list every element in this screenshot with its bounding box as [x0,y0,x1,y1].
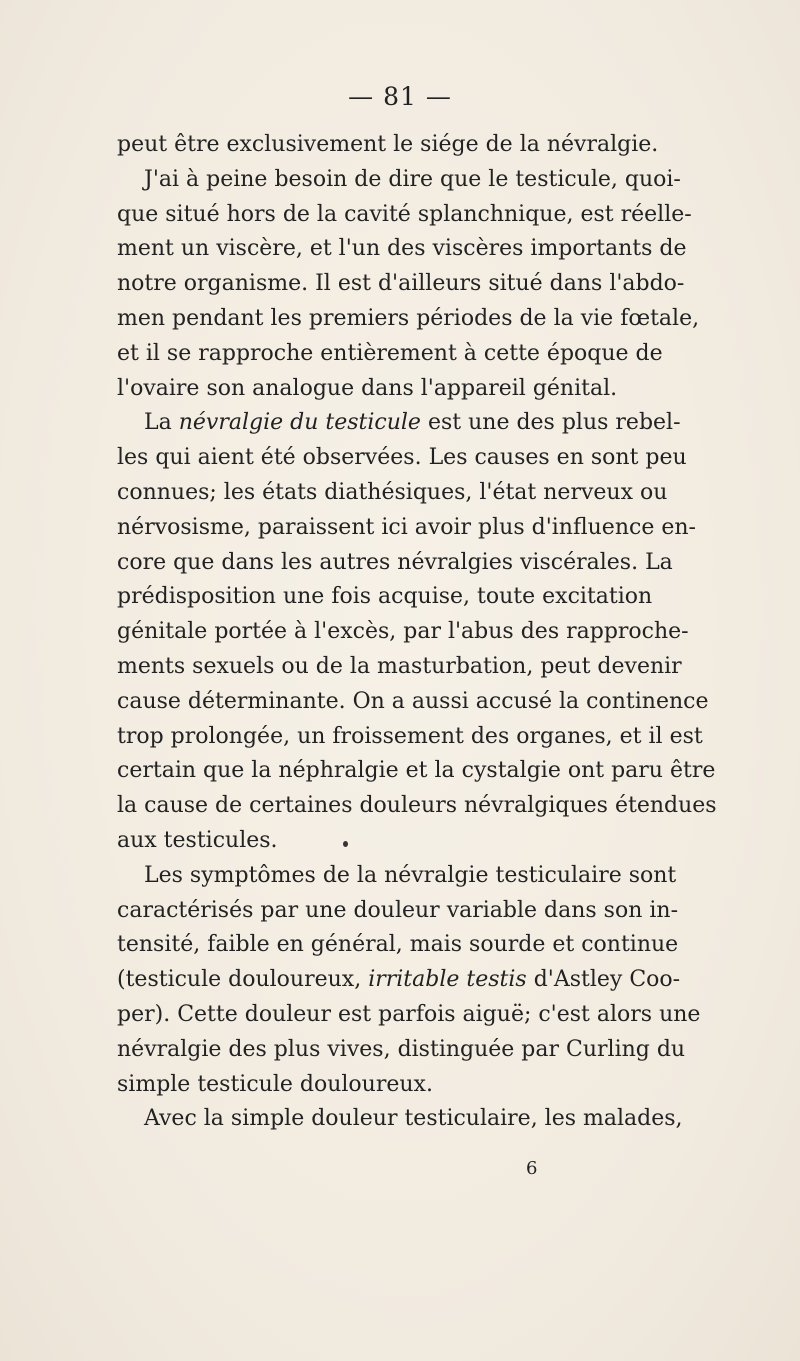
text-line: notre organisme. Il est d'ailleurs situé dans l'abdo- [117,271,685,297]
text-line: Avec la simple douleur testiculaire, les malades, [144,1106,683,1132]
page-number-header: — 81 — [348,82,452,111]
text-line: simple testicule douloureux. [117,1071,433,1097]
text-line: génitale portée à l'excès, par l'abus des rapproche- [117,619,689,645]
text-line: ments sexuels ou de la masturbation, peut devenir [117,653,682,679]
text-line: l'ovaire son analogue dans l'appareil génital. [117,375,618,401]
text-line: trop prolongée, un froissement des organes, et il est [117,723,703,749]
text-line: peut être exclusivement le siége de la névralgie. [117,132,659,157]
italic-phrase: névralgie du testicule [178,410,421,436]
text-line: per). Cette douleur est parfois aiguë; c'est alors une [117,1001,701,1027]
text-line: men pendant les premiers périodes de la vie fœtale, [117,305,700,331]
signature-mark: 6 [526,1158,538,1179]
text-line: J'ai à peine besoin de dire que le testicule, quoi- [144,166,681,192]
text-line: nérvosisme, paraissent ici avoir plus d'influence en- [117,514,696,540]
text-line: ment un viscère, et l'un des viscères importants de [117,236,687,262]
text-line: les qui aient été observées. Les causes en sont peu [117,445,687,471]
body-text [117,128,717,1137]
text-line: cause déterminante. On a aussi accusé la continence [117,688,709,714]
text-line: caractérisés par une douleur variable dans son in- [117,897,679,923]
text-line: aux testicules. [117,827,278,853]
text-line: (testicule douloureux, irritable testis d'Astley Coo- [117,967,681,993]
text-line: connues; les états diathésiques, l'état nerveux ou [117,479,668,505]
text-line: core que dans les autres névralgies viscérales. La [117,549,673,575]
ink-speck [343,841,348,847]
text-line: névralgie des plus vives, distinguée par Curling du [117,1036,686,1062]
text-line: certain que la néphralgie et la cystalgie ont paru être [117,758,716,784]
text-line: prédisposition une fois acquise, toute excitation [117,584,653,610]
text-line: Les symptômes de la névralgie testiculaire sont [144,862,677,888]
text-line: et il se rapproche entièrement à cette époque de [117,340,663,366]
text-line: tensité, faible en général, mais sourde et continue [117,932,679,958]
text-line: que situé hors de la cavité splanchnique, est réelle- [117,201,692,227]
italic-phrase: irritable testis [368,967,527,993]
text-line: La névralgie du testicule est une des plus rebel- [144,410,681,436]
text-line: la cause de certaines douleurs névralgiques étendues [117,793,717,819]
